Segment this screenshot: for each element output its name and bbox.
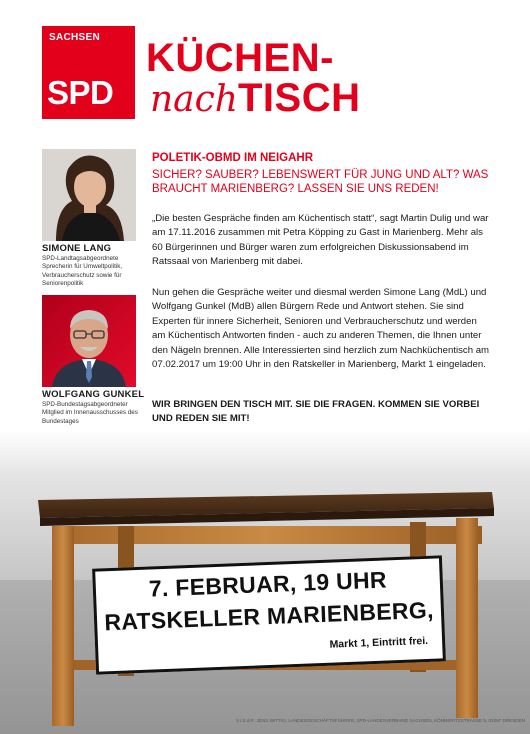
- imprint: V.i.S.d.P.: JENS WITTIG, LANDESGESCHÄFTSFÜHRER, SPD-LANDESVERBAND SACHSEN, KÖNNERITZSTRASSE 5, 01067 DRESDEN: [236, 718, 525, 723]
- logo-region: SACHSEN: [49, 32, 100, 43]
- person-name: WOLFGANG GUNKEL: [42, 389, 145, 400]
- person-description: SPD-Bundestagsabgeordneter Mitglied im Innenausschusses des Bundestages: [42, 401, 138, 425]
- logo-party: SPD: [47, 74, 114, 111]
- spd-logo: [42, 26, 135, 119]
- title-bold-word: TISCH: [238, 76, 361, 120]
- portrait-simone-lang: [42, 149, 136, 241]
- call-to-action: WIR BRINGEN DEN TISCH MIT. SIE DIE FRAGEN. KOMMEN SIE VORBEI UND REDEN SIE MIT!: [152, 399, 480, 425]
- title-line1: KÜCHEN-: [146, 36, 334, 80]
- title-line2: [150, 78, 361, 118]
- person-name: SIMONE LANG: [42, 243, 112, 254]
- article-kicker: POLETIK-OBMD IM NEIGAHR: [152, 152, 313, 164]
- event-address: Markt 1, Eintritt frei.: [329, 634, 429, 651]
- event-date: 7. FEBRUAR, 19 UHR: [148, 566, 388, 602]
- title-script-word: nach: [150, 79, 238, 120]
- article-tagline: SICHER? SAUBER? LEBENSWERT FÜR JUNG UND ALT? WAS BRAUCHT MARIENBERG? LASSEN SIE UNS REDEN!: [152, 169, 489, 195]
- portrait-wolfgang-gunkel: [42, 295, 136, 387]
- event-banner: [92, 555, 446, 674]
- person-description: SPD-Landtagsabgeordnete Sprecherin für Umweltpolitik, Verbraucherschutz sowie für Seniorenpolitik: [42, 255, 123, 288]
- article-paragraph: „Die besten Gespräche finden am Küchentisch statt“, sagt Martin Dulig und war am 17.11.2016 zusammen mit Petra Köpping zu Gast in Marienberg. Mehr als 60 Bürgerinnen und Bürger waren zum erfolgreichen Diskussionsabend im Ratssaal von Marienberg mit dabei.: [152, 213, 489, 268]
- article-paragraph: Nun gehen die Gespräche weiter und diesmal werden Simone Lang (MdL) und Wolfgang Gunkel (MdB) allen Bürgern Rede und Antwort stehen. Sie sind Experten für innere Sicherheit, Senioren und Verbraucherschutz und werden am Küchentisch Antworten finden - auch zu anderen Themen, die Ihnen unter den Nägeln brennen. Alle Interessierten sind herzlich zum Nachküchentisch am 07.02.2017 um 19:00 Uhr in den Ratskeller in Marienberg, Markt 1 eingeladen.: [152, 287, 490, 371]
- event-location: RATSKELLER MARIENBERG,: [103, 596, 435, 636]
